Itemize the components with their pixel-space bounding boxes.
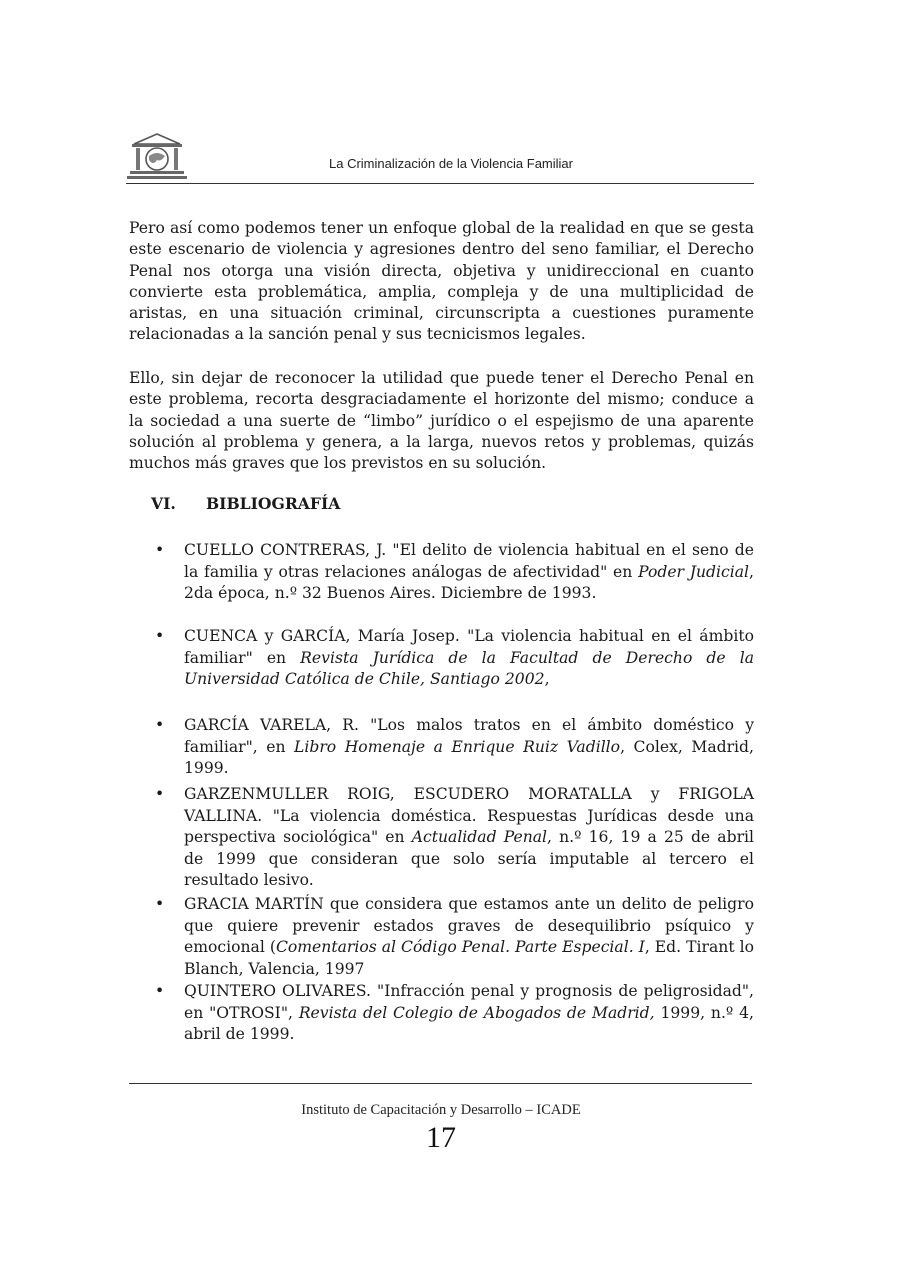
citation-text: QUINTERO OLIVARES. "Infracción penal y prognosis de peligrosidad", en "OTROSI",	[184, 982, 754, 1022]
bibliography-entry	[155, 784, 754, 892]
header-divider	[126, 183, 754, 184]
bibliography-entry	[155, 981, 754, 1046]
citation-source: Revista Jurídica de la Facultad de Derecho de la Universidad Católica de Chile, Santiago 2002	[184, 648, 754, 689]
bibliography-entry	[155, 715, 754, 780]
citation-text: , Ed. Tirant lo Blanch, Valencia, 1997	[184, 938, 754, 978]
section-number: VI.	[151, 494, 176, 513]
page-number: 17	[426, 1121, 456, 1154]
bullet-icon: •	[155, 895, 165, 913]
citation-text: CUENCA y GARCÍA, María Josep. "La violencia habitual en el ámbito familiar" en	[184, 627, 754, 667]
bibliography-entry	[155, 626, 754, 691]
citation-text: , n.º 16, 19 a 25 de abril de 1999 que consideran que solo sería imputable al tercero el resultado lesivo.	[184, 828, 755, 890]
citation-text: 1999, n.º 4, abril de 1999.	[184, 1003, 754, 1044]
bibliography-entry	[155, 894, 754, 980]
citation-source: Revista del Colegio de Abogados de Madrid,	[298, 1003, 655, 1022]
footer-institution: Instituto de Capacitación y Desarrollo – ICADE	[301, 1102, 581, 1118]
bibliography-entry	[155, 540, 754, 605]
citation-text: CUELLO CONTRERAS, J. "El delito de violencia habitual en el seno de la familia y otras relaciones análogas de afectividad" en	[184, 541, 754, 581]
citation-source: Poder Judicial	[638, 562, 750, 581]
bullet-icon: •	[155, 785, 165, 803]
citation-text: , 2da época, n.º 32 Buenos Aires. Diciembre de 1993.	[184, 562, 755, 603]
citation-text: GARZENMULLER ROIG, ESCUDERO MORATALLA y FRIGOLA VALLINA. "La violencia doméstica. Respuestas Jurídicas desde una perspectiva sociológica" en	[184, 785, 754, 847]
bullet-icon: •	[155, 541, 165, 559]
citation-text: GRACIA MARTÍN que considera que estamos ante un delito de peligro que quiere prevenir estados graves de desequilibrio psíquico y emocional (	[184, 895, 754, 957]
bullet-icon: •	[155, 627, 165, 645]
section-title: BIBLIOGRAFÍA	[206, 494, 341, 513]
citation-source: Libro Homenaje a Enrique Ruiz Vadillo	[294, 737, 621, 756]
citation-text: ,	[544, 670, 550, 689]
citation-text: , Colex, Madrid, 1999.	[184, 737, 754, 778]
citation-text: GARCÍA VARELA, R. "Los malos tratos en el ámbito doméstico y familiar", en	[184, 716, 754, 756]
footer-divider	[129, 1083, 752, 1084]
running-header-title: La Criminalización de la Violencia Familiar	[329, 156, 573, 171]
bullet-icon: •	[155, 716, 165, 734]
bullet-icon: •	[155, 982, 165, 1000]
section-heading	[151, 494, 340, 513]
body-paragraph: Pero así como podemos tener un enfoque global de la realidad en que se gesta este escenario de violencia y agresiones dentro del seno familiar, el Derecho Penal nos otorga una visión directa, objetiva y unidireccional en cuanto convierte esta problemática, amplia, compleja y de una multiplicidad de aristas, en una situación criminal, circunscripta a cuestiones puramente relacionadas a la sanción penal y sus tecnicismos legales.	[129, 219, 754, 344]
citation-source: Actualidad Penal	[411, 828, 548, 847]
citation-source: Comentarios al Código Penal. Parte Especial. I	[275, 938, 645, 957]
body-paragraph: Ello, sin dejar de reconocer la utilidad que puede tener el Derecho Penal en este problema, recorta desgraciadamente el horizonte del mismo; conduce a la sociedad a una suerte de “limbo” jurídico o el espejismo de una aparente solución al problema y genera, a la larga, nuevos retos y problemas, quizás muchos más graves que los previstos en su solución.	[129, 369, 754, 473]
page-header	[126, 130, 754, 186]
